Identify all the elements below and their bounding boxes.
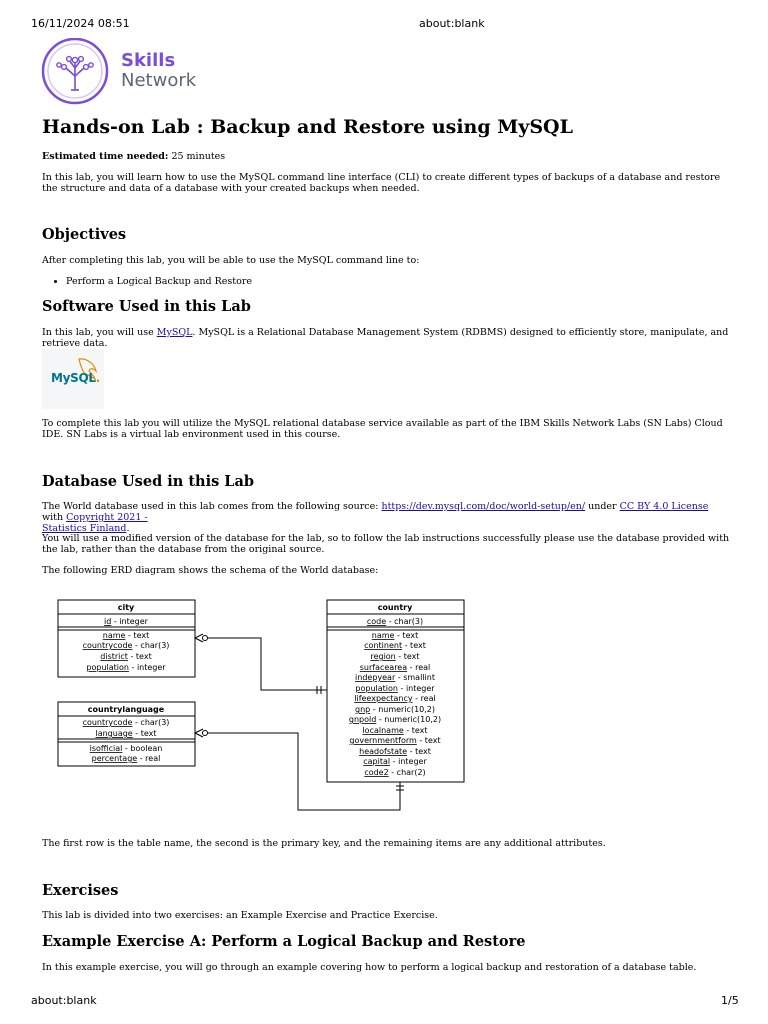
- city-attr: name - text: [102, 631, 150, 640]
- country-attr: governmentform - text: [349, 736, 441, 745]
- license-link[interactable]: CC BY 4.0 License: [619, 501, 709, 512]
- database-heading: Database Used in this Lab: [42, 473, 255, 490]
- country-attr: gnpold - numeric(10,2): [348, 715, 442, 724]
- estimated-time-value: 25 minutes: [168, 151, 226, 162]
- source-text-mid: under: [585, 501, 620, 512]
- city-attr: population - integer: [86, 663, 166, 672]
- software-text-before: In this lab, you will use: [42, 327, 157, 338]
- city-attr: district - text: [100, 652, 152, 661]
- countrylanguage-pk: countrycode - char(3): [82, 718, 170, 727]
- mysql-logo: [42, 349, 104, 409]
- footer-url: about:blank: [31, 994, 97, 1007]
- objectives-heading: Objectives: [42, 226, 127, 243]
- example-a-paragraph: In this example exercise, you will go through an example covering how to perform a logical backup and restoration of a database table.: [42, 962, 697, 973]
- source-text-before: The World database used in this lab comes from the following source:: [42, 501, 382, 512]
- skills-network-wordmark: [121, 51, 196, 91]
- countrylanguage-attr: isofficial - boolean: [89, 744, 163, 753]
- software-text-after: . MySQL is a Relational Database Management System (RDBMS) designed to efficiently store, manipulate, and retrieve data.: [42, 327, 729, 349]
- city-attr: countrycode - char(3): [82, 641, 170, 650]
- print-datetime: 16/11/2024 08:51: [31, 17, 130, 30]
- modified-db-paragraph: You will use a modified version of the database for the lab, so to follow the lab instructions successfully please use the database provided with the lab, rather than the database from the original source.: [42, 533, 730, 555]
- mysql-logo-text: MySQL: [51, 371, 96, 385]
- country-attr: continent - text: [364, 641, 426, 650]
- print-url: about:blank: [419, 17, 485, 30]
- country-attr: population - integer: [355, 684, 435, 693]
- mysql-link[interactable]: MySQL: [156, 327, 193, 338]
- country-attr: code2 - char(2): [364, 768, 426, 777]
- country-attr: gnp - numeric(10,2): [354, 705, 436, 714]
- country-attr: name - text: [371, 631, 419, 640]
- page-number: 1/5: [721, 994, 739, 1007]
- country-table-name: country: [377, 603, 413, 612]
- objective-item: • Perform a Logical Backup and Restore: [66, 276, 252, 287]
- countrylanguage-pk: language - text: [95, 729, 157, 738]
- skills-network-tree-icon: [40, 38, 112, 106]
- city-pk: id - integer: [104, 617, 148, 626]
- sn-labs-paragraph: To complete this lab you will utilize the MySQL relational database service available as part of the IBM Skills Network Labs (SN Labs) Cloud IDE. SN Labs is a virtual lab environment used in this course.: [42, 418, 723, 440]
- mysql-logo-tm: .: [95, 371, 101, 385]
- page-title: Hands-on Lab : Backup and Restore using MySQL: [42, 116, 573, 138]
- city-country-relation: [207, 638, 327, 690]
- country-attr: region - text: [370, 652, 420, 661]
- country-attr: headofstate - text: [359, 747, 431, 756]
- world-setup-link[interactable]: https://dev.mysql.com/doc/world-setup/en/: [381, 501, 586, 512]
- city-table-name: city: [117, 603, 135, 612]
- erd-diagram: [42, 596, 472, 816]
- skills-network-logo: [40, 38, 112, 110]
- country-attr: capital - integer: [363, 757, 427, 766]
- exercises-paragraph: This lab is divided into two exercises: an Example Exercise and Practice Exercise.: [42, 910, 438, 921]
- objectives-list: [42, 276, 252, 287]
- country-attr: surfacearea - real: [359, 663, 431, 672]
- estimated-time-label: Estimated time needed:: [42, 151, 169, 162]
- logo-skills: Skills: [121, 50, 176, 71]
- source-text-end: .: [126, 523, 130, 534]
- database-source-paragraph: [42, 501, 730, 534]
- country-pk: code - char(3): [366, 617, 424, 626]
- copyright-link[interactable]: Copyright 2021 -: [66, 512, 148, 523]
- source-text-with: with: [42, 512, 67, 523]
- exercises-heading: Exercises: [42, 882, 119, 899]
- erd-lead: The following ERD diagram shows the schema of the World database:: [42, 565, 379, 576]
- software-heading: Software Used in this Lab: [42, 298, 251, 315]
- estimated-time: [42, 151, 730, 162]
- logo-network: Network: [121, 70, 197, 91]
- objectives-lead: After completing this lab, you will be able to use the MySQL command line to:: [42, 255, 420, 266]
- country-attr: lifeexpectancy - real: [354, 694, 436, 703]
- copyright-link-cont[interactable]: Statistics Finland: [42, 523, 127, 534]
- erd-note: The first row is the table name, the second is the primary key, and the remaining items are any additional attributes.: [42, 838, 606, 849]
- software-paragraph: [42, 327, 730, 349]
- country-attr: localname - text: [362, 726, 428, 735]
- countrylanguage-table-name: countrylanguage: [87, 705, 165, 714]
- country-attr: indepyear - smallint: [355, 673, 435, 682]
- intro-paragraph: In this lab, you will learn how to use the MySQL command line interface (CLI) to create different types of backups of a database and restore the structure and data of a database with your created backups when needed.: [42, 172, 721, 194]
- countrylanguage-attr: percentage - real: [91, 754, 161, 763]
- example-a-heading: Example Exercise A: Perform a Logical Backup and Restore: [42, 933, 526, 950]
